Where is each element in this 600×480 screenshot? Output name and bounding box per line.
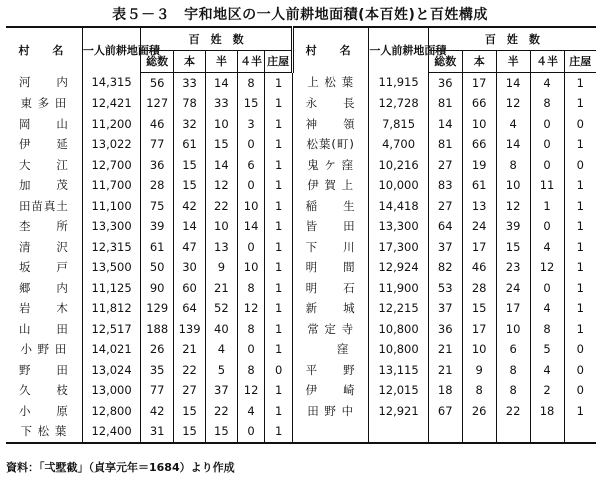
han-cell: 24	[496, 278, 530, 299]
shoya-cell: 1	[265, 319, 293, 340]
total-cell: 67	[428, 401, 462, 422]
acreage-cell: 11,200	[82, 114, 140, 135]
hon-cell: 14	[174, 217, 206, 238]
table-row	[6, 176, 596, 197]
yonhan-cell: 12	[530, 258, 564, 279]
hon-cell: 66	[462, 94, 496, 115]
shoya-cell: 1	[265, 237, 293, 258]
source-note: 資料：「弌墅截」（貞享元年＝1684）より作成	[6, 461, 235, 474]
shoya-cell: 0	[576, 116, 584, 131]
yonhan-cell: 0	[237, 422, 265, 444]
yonhan-cell: 8	[530, 319, 564, 340]
shoya-cell: 1	[265, 258, 293, 279]
han-cell: 5	[205, 360, 237, 381]
acreage-cell: 17,300	[369, 237, 428, 258]
acreage-cell: 13,300	[369, 217, 428, 238]
table-row	[6, 94, 596, 115]
acreage-cell: 4,700	[369, 135, 428, 156]
total-cell: 50	[141, 258, 174, 279]
shoya-cell: 1	[265, 381, 293, 402]
village-name-cell: 加 茂	[6, 176, 82, 197]
table-row	[6, 319, 596, 340]
yonhan-cell: 8	[237, 319, 265, 340]
village-name-cell: 下 川	[292, 237, 368, 258]
total-cell: 46	[141, 114, 174, 135]
acreage-cell: 11,900	[369, 278, 428, 299]
yonhan-cell: 5	[530, 340, 564, 361]
yonhan-cell: 18	[530, 401, 564, 422]
yonhan-cell: 6	[237, 155, 265, 176]
table-row	[6, 401, 596, 422]
total-cell: 56	[141, 73, 174, 94]
hon-cell: 42	[174, 196, 206, 217]
total-cell: 27	[428, 155, 462, 176]
acreage-cell: 14,315	[82, 73, 140, 94]
han-cell: 12	[205, 176, 237, 197]
han-cell: 13	[205, 237, 237, 258]
village-name-cell: 大 江	[6, 155, 82, 176]
table-row	[6, 217, 596, 238]
village-name-cell: 常 定 寺	[292, 319, 368, 340]
yonhan-cell: 0	[530, 135, 564, 156]
yonhan-cell: 0	[237, 340, 265, 361]
hon-cell	[462, 422, 496, 444]
hon-cell: 10	[462, 114, 496, 135]
shoya-cell: 1	[576, 178, 584, 192]
shoya-cell: 1	[576, 239, 584, 254]
hon-cell: 61	[462, 176, 496, 197]
han-cell: 17	[496, 299, 530, 320]
table-row	[6, 258, 596, 279]
yonhan-cell: 8	[237, 278, 265, 299]
acreage-cell: 13,300	[82, 217, 140, 238]
table-row	[6, 73, 596, 94]
shoya-cell: 1	[576, 75, 584, 90]
acreage-cell: 13,000	[82, 381, 140, 402]
table-row	[6, 135, 596, 156]
han-cell: 15	[205, 135, 237, 156]
yonhan-cell: 8	[237, 360, 265, 381]
shoya-cell	[564, 422, 596, 444]
header-yonhan: ４半	[530, 51, 564, 73]
hon-cell: 15	[174, 176, 206, 197]
shoya-cell: 0	[576, 383, 584, 397]
village-name-cell: 平 野	[292, 360, 368, 381]
village-name-cell: 伊 延	[6, 135, 82, 156]
total-cell: 37	[428, 299, 462, 320]
yonhan-cell: 0	[530, 278, 564, 299]
village-name-cell: 河 内	[6, 73, 82, 94]
total-cell: 36	[428, 73, 462, 94]
acreage-cell: 11,125	[82, 278, 140, 299]
acreage-cell: 12,315	[82, 237, 140, 258]
acreage-cell: 11,915	[369, 73, 428, 94]
yonhan-cell	[530, 422, 564, 444]
village-name-cell: 小 原	[6, 401, 82, 422]
total-cell: 129	[141, 299, 174, 320]
hon-cell: 10	[462, 340, 496, 361]
village-name-cell: 皆 田	[292, 217, 368, 238]
header-hon: 本	[174, 51, 206, 73]
shoya-cell: 0	[265, 360, 293, 381]
village-name-cell: 郷 内	[6, 278, 82, 299]
han-cell: 9	[205, 258, 237, 279]
village-name-cell: 東 多 田	[6, 94, 82, 115]
header-hon: 本	[462, 51, 496, 73]
shoya-cell: 1	[265, 135, 293, 156]
table-row	[6, 237, 596, 258]
hon-cell: 17	[462, 319, 496, 340]
total-cell: 36	[141, 155, 174, 176]
shoya-cell: 1	[265, 94, 293, 115]
village-name-cell: 坂 戸	[6, 258, 82, 279]
acreage-cell: 7,815	[369, 114, 428, 135]
table-body	[6, 73, 596, 444]
total-cell: 127	[141, 94, 174, 115]
hon-cell: 15	[462, 299, 496, 320]
han-cell: 12	[496, 196, 530, 217]
header-households: 百 姓 数	[141, 27, 293, 51]
acreage-cell: 12,400	[82, 422, 140, 444]
village-name-cell: 小 野 田	[6, 340, 82, 361]
yonhan-cell: 8	[237, 73, 265, 94]
shoya-cell: 1	[576, 321, 584, 336]
table-row	[6, 155, 596, 176]
shoya-cell: 1	[265, 196, 293, 217]
header-row-top	[6, 27, 596, 51]
hon-cell: 32	[174, 114, 206, 135]
yonhan-cell: 4	[530, 299, 564, 320]
village-name-cell: 上 松 葉	[292, 73, 368, 94]
hon-cell: 9	[462, 360, 496, 381]
total-cell: 64	[428, 217, 462, 238]
acreage-cell: 12,728	[369, 94, 428, 115]
total-cell: 82	[428, 258, 462, 279]
hon-cell: 8	[462, 381, 496, 402]
han-cell: 10	[205, 114, 237, 135]
village-name-cell: 田苗真土	[6, 196, 82, 217]
acreage-cell: 10,800	[369, 319, 428, 340]
yonhan-cell: 4	[530, 73, 564, 94]
hon-cell: 17	[462, 73, 496, 94]
shoya-cell: 1	[576, 403, 584, 418]
village-name-cell: 野 田	[6, 360, 82, 381]
yonhan-cell: 15	[237, 94, 265, 115]
shoya-cell: 1	[265, 401, 293, 422]
total-cell: 53	[428, 278, 462, 299]
han-cell: 10	[496, 319, 530, 340]
hon-cell: 78	[174, 94, 206, 115]
header-han: 半	[205, 51, 237, 73]
shoya-cell: 1	[265, 422, 293, 444]
shoya-cell: 1	[576, 301, 584, 315]
han-cell: 39	[496, 217, 530, 238]
yonhan-cell: 0	[530, 155, 564, 176]
hon-cell: 47	[174, 237, 206, 258]
hon-cell: 26	[462, 401, 496, 422]
village-name-cell: 鬼 ケ 窪	[292, 155, 368, 176]
han-cell: 8	[496, 155, 530, 176]
acreage-cell: 14,418	[369, 196, 428, 217]
table-row	[6, 422, 596, 444]
village-name-cell: 山 田	[6, 319, 82, 340]
village-name-cell: 伊 賀 上	[292, 176, 368, 197]
acreage-cell: 13,500	[82, 258, 140, 279]
shoya-cell: 1	[576, 219, 584, 233]
acreage-cell: 12,921	[369, 401, 428, 422]
yonhan-cell: 12	[237, 299, 265, 320]
total-cell: 18	[428, 381, 462, 402]
yonhan-cell: 10	[237, 196, 265, 217]
acreage-cell: 10,800	[369, 340, 428, 361]
han-cell: 33	[205, 94, 237, 115]
yonhan-cell: 0	[237, 176, 265, 197]
shoya-cell: 0	[576, 157, 584, 172]
village-name-cell: 松葉(町)	[292, 135, 368, 156]
han-cell: 37	[205, 381, 237, 402]
acreage-cell: 11,700	[82, 176, 140, 197]
acreage-cell: 12,924	[369, 258, 428, 279]
hon-cell: 30	[174, 258, 206, 279]
shoya-cell: 1	[576, 280, 584, 295]
yonhan-cell: 2	[530, 381, 564, 402]
shoya-cell: 0	[576, 342, 584, 356]
village-name-cell: 神 領	[292, 114, 368, 135]
village-name-cell: 下 松 葉	[6, 422, 82, 444]
han-cell: 10	[496, 176, 530, 197]
total-cell: 83	[428, 176, 462, 197]
hon-cell: 17	[462, 237, 496, 258]
shoya-cell: 1	[265, 155, 293, 176]
yonhan-cell: 0	[237, 135, 265, 156]
hon-cell: 33	[174, 73, 206, 94]
table-row	[6, 196, 596, 217]
han-cell: 15	[496, 237, 530, 258]
total-cell: 27	[428, 196, 462, 217]
hon-cell: 19	[462, 155, 496, 176]
header-acreage: 一人前耕地面積	[369, 27, 428, 73]
table-row	[6, 381, 596, 402]
table-row	[6, 340, 596, 361]
total-cell: 61	[141, 237, 174, 258]
village-name-cell: 永 長	[292, 94, 368, 115]
yonhan-cell: 14	[237, 217, 265, 238]
yonhan-cell: 1	[530, 196, 564, 217]
total-cell: 75	[141, 196, 174, 217]
shoya-cell: 1	[576, 260, 584, 274]
total-cell: 31	[141, 422, 174, 444]
table-row	[6, 114, 596, 135]
han-cell: 40	[205, 319, 237, 340]
village-name-cell: 伊 崎	[292, 381, 368, 402]
acreage-cell: 13,022	[82, 135, 140, 156]
hon-cell: 64	[174, 299, 206, 320]
acreage-cell: 12,421	[82, 94, 140, 115]
hon-cell: 46	[462, 258, 496, 279]
han-cell: 14	[205, 73, 237, 94]
hon-cell: 60	[174, 278, 206, 299]
shoya-cell: 1	[265, 299, 293, 320]
han-cell: 8	[496, 360, 530, 381]
yonhan-cell: 0	[237, 237, 265, 258]
header-village: 村 名	[6, 27, 82, 73]
total-cell: 14	[428, 114, 462, 135]
acreage-cell: 12,700	[82, 155, 140, 176]
village-name-cell: 明 石	[292, 278, 368, 299]
village-name-cell: 新 城	[292, 299, 368, 320]
yonhan-cell: 8	[530, 94, 564, 115]
han-cell: 52	[205, 299, 237, 320]
table-title	[0, 4, 600, 24]
han-cell: 22	[496, 401, 530, 422]
acreage-table	[6, 26, 596, 444]
han-cell: 10	[205, 217, 237, 238]
shoya-cell: 1	[265, 340, 293, 361]
total-cell: 77	[141, 135, 174, 156]
yonhan-cell: 4	[237, 401, 265, 422]
acreage-cell	[369, 422, 428, 444]
acreage-cell: 14,021	[82, 340, 140, 361]
han-cell: 21	[205, 278, 237, 299]
han-cell: 22	[205, 196, 237, 217]
han-cell: 14	[496, 135, 530, 156]
village-name-cell: 杢 所	[6, 217, 82, 238]
shoya-cell: 1	[265, 217, 293, 238]
total-cell: 39	[141, 217, 174, 238]
shoya-cell: 1	[265, 73, 293, 94]
total-cell: 81	[428, 94, 462, 115]
hon-cell: 139	[174, 319, 206, 340]
yonhan-cell: 12	[237, 381, 265, 402]
village-name-cell: 岡 山	[6, 114, 82, 135]
header-total: 総数	[141, 51, 174, 73]
yonhan-cell: 0	[530, 217, 564, 238]
header-village: 村 名	[292, 27, 368, 73]
han-cell: 15	[205, 422, 237, 444]
yonhan-cell: 10	[237, 258, 265, 279]
hon-cell: 21	[174, 340, 206, 361]
table-row	[6, 360, 596, 381]
header-yonhan: ４半	[237, 51, 265, 73]
han-cell: 22	[205, 401, 237, 422]
acreage-cell: 11,100	[82, 196, 140, 217]
yonhan-cell: 4	[530, 360, 564, 381]
hon-cell: 24	[462, 217, 496, 238]
header-han: 半	[496, 51, 530, 73]
header-shoya: 庄屋	[564, 51, 596, 73]
table-id: 表５－３	[112, 7, 171, 23]
table-title-text: 宇和地区の一人前耕地面積(本百姓)と百姓構成	[184, 7, 488, 23]
hon-cell: 13	[462, 196, 496, 217]
table-row	[6, 278, 596, 299]
shoya-cell: 0	[576, 362, 584, 377]
han-cell: 4	[496, 114, 530, 135]
han-cell: 4	[205, 340, 237, 361]
shoya-cell: 1	[265, 176, 293, 197]
village-name-cell: 窪	[292, 340, 368, 361]
header-households: 百 姓 数	[428, 27, 596, 51]
shoya-cell: 1	[576, 137, 584, 151]
yonhan-cell: 4	[530, 237, 564, 258]
hon-cell: 15	[174, 155, 206, 176]
hon-cell: 15	[174, 422, 206, 444]
hon-cell: 61	[174, 135, 206, 156]
village-name-cell: 稲 生	[292, 196, 368, 217]
village-name-cell: 久 枝	[6, 381, 82, 402]
shoya-cell: 1	[265, 278, 293, 299]
village-name-cell: 明 間	[292, 258, 368, 279]
hon-cell: 66	[462, 135, 496, 156]
han-cell: 6	[496, 340, 530, 361]
shoya-cell: 1	[576, 198, 584, 213]
total-cell: 37	[428, 237, 462, 258]
han-cell: 14	[205, 155, 237, 176]
acreage-cell: 12,800	[82, 401, 140, 422]
acreage-cell: 13,024	[82, 360, 140, 381]
acreage-cell: 12,015	[369, 381, 428, 402]
total-cell: 90	[141, 278, 174, 299]
yonhan-cell: 0	[530, 114, 564, 135]
total-cell: 42	[141, 401, 174, 422]
total-cell: 26	[141, 340, 174, 361]
shoya-cell: 1	[265, 114, 293, 135]
acreage-cell: 10,216	[369, 155, 428, 176]
total-cell: 188	[141, 319, 174, 340]
total-cell: 28	[141, 176, 174, 197]
acreage-cell: 12,517	[82, 319, 140, 340]
header-acreage: 一人前耕地面積	[82, 27, 140, 73]
yonhan-cell: 11	[530, 176, 564, 197]
han-cell: 23	[496, 258, 530, 279]
shoya-cell: 1	[576, 96, 584, 110]
han-cell: 14	[496, 73, 530, 94]
village-name-cell: 岩 木	[6, 299, 82, 320]
acreage-cell: 11,812	[82, 299, 140, 320]
han-cell	[496, 422, 530, 444]
header-shoya: 庄屋	[265, 51, 293, 73]
header-total: 総数	[428, 51, 462, 73]
total-cell	[428, 422, 462, 444]
village-name-cell: 田 野 中	[292, 401, 368, 422]
acreage-cell: 13,115	[369, 360, 428, 381]
table-row	[6, 299, 596, 320]
total-cell: 77	[141, 381, 174, 402]
han-cell: 8	[496, 381, 530, 402]
han-cell: 12	[496, 94, 530, 115]
total-cell: 21	[428, 340, 462, 361]
total-cell: 35	[141, 360, 174, 381]
hon-cell: 28	[462, 278, 496, 299]
total-cell: 81	[428, 135, 462, 156]
hon-cell: 27	[174, 381, 206, 402]
village-name-cell: 清 沢	[6, 237, 82, 258]
total-cell: 36	[428, 319, 462, 340]
total-cell: 21	[428, 360, 462, 381]
hon-cell: 15	[174, 401, 206, 422]
village-name-cell	[292, 422, 368, 444]
acreage-cell: 12,215	[369, 299, 428, 320]
yonhan-cell: 3	[237, 114, 265, 135]
hon-cell: 22	[174, 360, 206, 381]
acreage-cell: 10,000	[369, 176, 428, 197]
